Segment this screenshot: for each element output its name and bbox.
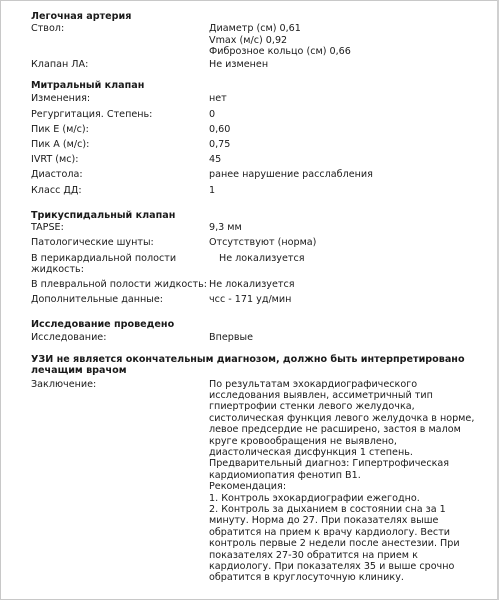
conclusion-line: кардиомиопатия фенотип B1. (209, 469, 361, 481)
row-mitral-ivrt (31, 154, 481, 169)
row-value: 0,75 (209, 139, 231, 150)
conclusion-text (209, 379, 481, 584)
conclusion-line: контроль первые 2 недели после анестезии. При (209, 538, 460, 550)
row-pulmonary-valve (31, 59, 481, 70)
section-title-mitral-valve: Митральный клапан (31, 80, 145, 92)
section-title-pulmonary-artery: Легочная артерия (31, 11, 132, 22)
section-title-study: Исследование проведено (31, 318, 175, 330)
tricuspid-rows (31, 222, 481, 309)
row-label: Пик E (м/с): (31, 123, 89, 135)
section-title-tricuspid-valve: Трикуспидальный клапан (31, 209, 176, 221)
trunk-values (209, 23, 481, 57)
conclusion-line: круге кровообращения не выявлено, (209, 435, 397, 447)
row-mitral-peak-e (31, 124, 481, 139)
conclusion-line: кардиологу. При показателях 35 и выше срочно (209, 561, 455, 573)
row-pericardial-fluid (31, 253, 481, 279)
row-mitral-diastole (31, 169, 481, 184)
row-label: Дополнительные данные: (31, 293, 163, 305)
row-value: 0 (209, 108, 216, 120)
row-mitral-regurgitation (31, 109, 481, 124)
row-value: чсс - 171 уд/мин (209, 293, 292, 305)
report-content (31, 10, 481, 584)
row-label: Регургитация. Степень: (31, 108, 153, 120)
row-tapse (31, 222, 481, 237)
row-value: Отсутствуют (норма) (209, 237, 317, 249)
row-value: 45 (209, 154, 222, 166)
row-label: В плевральной полости жидкость: (31, 278, 207, 290)
row-label: IVRT (мс): (31, 154, 79, 166)
mitral-rows (31, 93, 481, 199)
conclusion-line: левое предсердие не расширено, застоя в малом (209, 424, 461, 436)
conclusion-line: 2. Контроль за дыханием в состоянии сна за 1 (209, 504, 446, 515)
row-value: 1 (209, 184, 216, 196)
row-label: В перикардиальной полости жидкость: (31, 252, 177, 275)
row-additional-data (31, 294, 481, 309)
row-value: Не локализуется (219, 252, 305, 264)
row-label: TAPSE: (31, 222, 64, 234)
row-label: Изменения: (31, 93, 91, 105)
conclusion-line: гпиертрофии стенки левого желудочка, (209, 401, 415, 413)
conclusion-line: Рекомендация: (209, 481, 287, 493)
conclusion-line: 1. Контроль эхокардиографии ежегодно. (209, 492, 420, 504)
conclusion-line: минуту. Норма до 27. При показателях выше (209, 515, 439, 527)
trunk-vmax: Vmax (м/с) 0,92 (209, 34, 288, 46)
trunk-diameter: Диаметр (см) 0,61 (209, 23, 301, 35)
conclusion-line: исследования выявлен, ассиметричный тип (209, 389, 433, 401)
row-pleural-fluid (31, 279, 481, 294)
conclusion-line: диастолическая дисфункция 1 степень. (209, 446, 413, 458)
row-trunk (31, 23, 481, 57)
study-value: Впервые (209, 332, 253, 344)
trunk-fibrous-ring: Фиброзное кольцо (см) 0,66 (209, 46, 351, 58)
conclusion-line: систолическая функция левого желудочка в норме, (209, 412, 475, 424)
conclusion-line: обратится на прием к врачу кардиологу. Вести (209, 526, 451, 538)
row-label: Диастола: (31, 169, 83, 181)
study-label: Исследование: (31, 332, 107, 344)
conclusion-line: обратится в круглосуточную клинику. (209, 572, 404, 584)
conclusion-line: показателях 27-30 обратится на прием к (209, 549, 418, 561)
row-value: Не локализуется (209, 278, 295, 290)
row-mitral-peak-a (31, 139, 481, 154)
pulmonary-valve-value: Не изменен (209, 58, 269, 70)
row-conclusion (31, 379, 481, 584)
conclusion-line: Предварительный диагноз: Гипертрофическая (209, 458, 450, 470)
trunk-label: Ствол: (31, 23, 65, 35)
row-label: Пик A (м/с): (31, 139, 90, 150)
row-mitral-dd-class (31, 185, 481, 200)
row-mitral-changes (31, 93, 481, 108)
conclusion-label: Заключение: (31, 378, 97, 390)
row-value: нет (209, 93, 227, 105)
pulmonary-valve-label: Клапан ЛА: (31, 58, 89, 70)
row-shunts (31, 237, 481, 252)
row-label: Класс ДД: (31, 184, 82, 196)
conclusion-line: По результатам эхокардиографического (209, 378, 418, 390)
section-title-disclaimer: УЗИ не является окончательным диагнозом, должно быть интерпретировано лечащим врачом (31, 353, 465, 377)
row-value: 0,60 (209, 123, 231, 135)
row-value: ранее нарушение расслабления (209, 169, 373, 181)
row-value: 9,3 мм (209, 222, 242, 234)
row-label: Патологические шунты: (31, 237, 154, 249)
row-study (31, 332, 481, 343)
